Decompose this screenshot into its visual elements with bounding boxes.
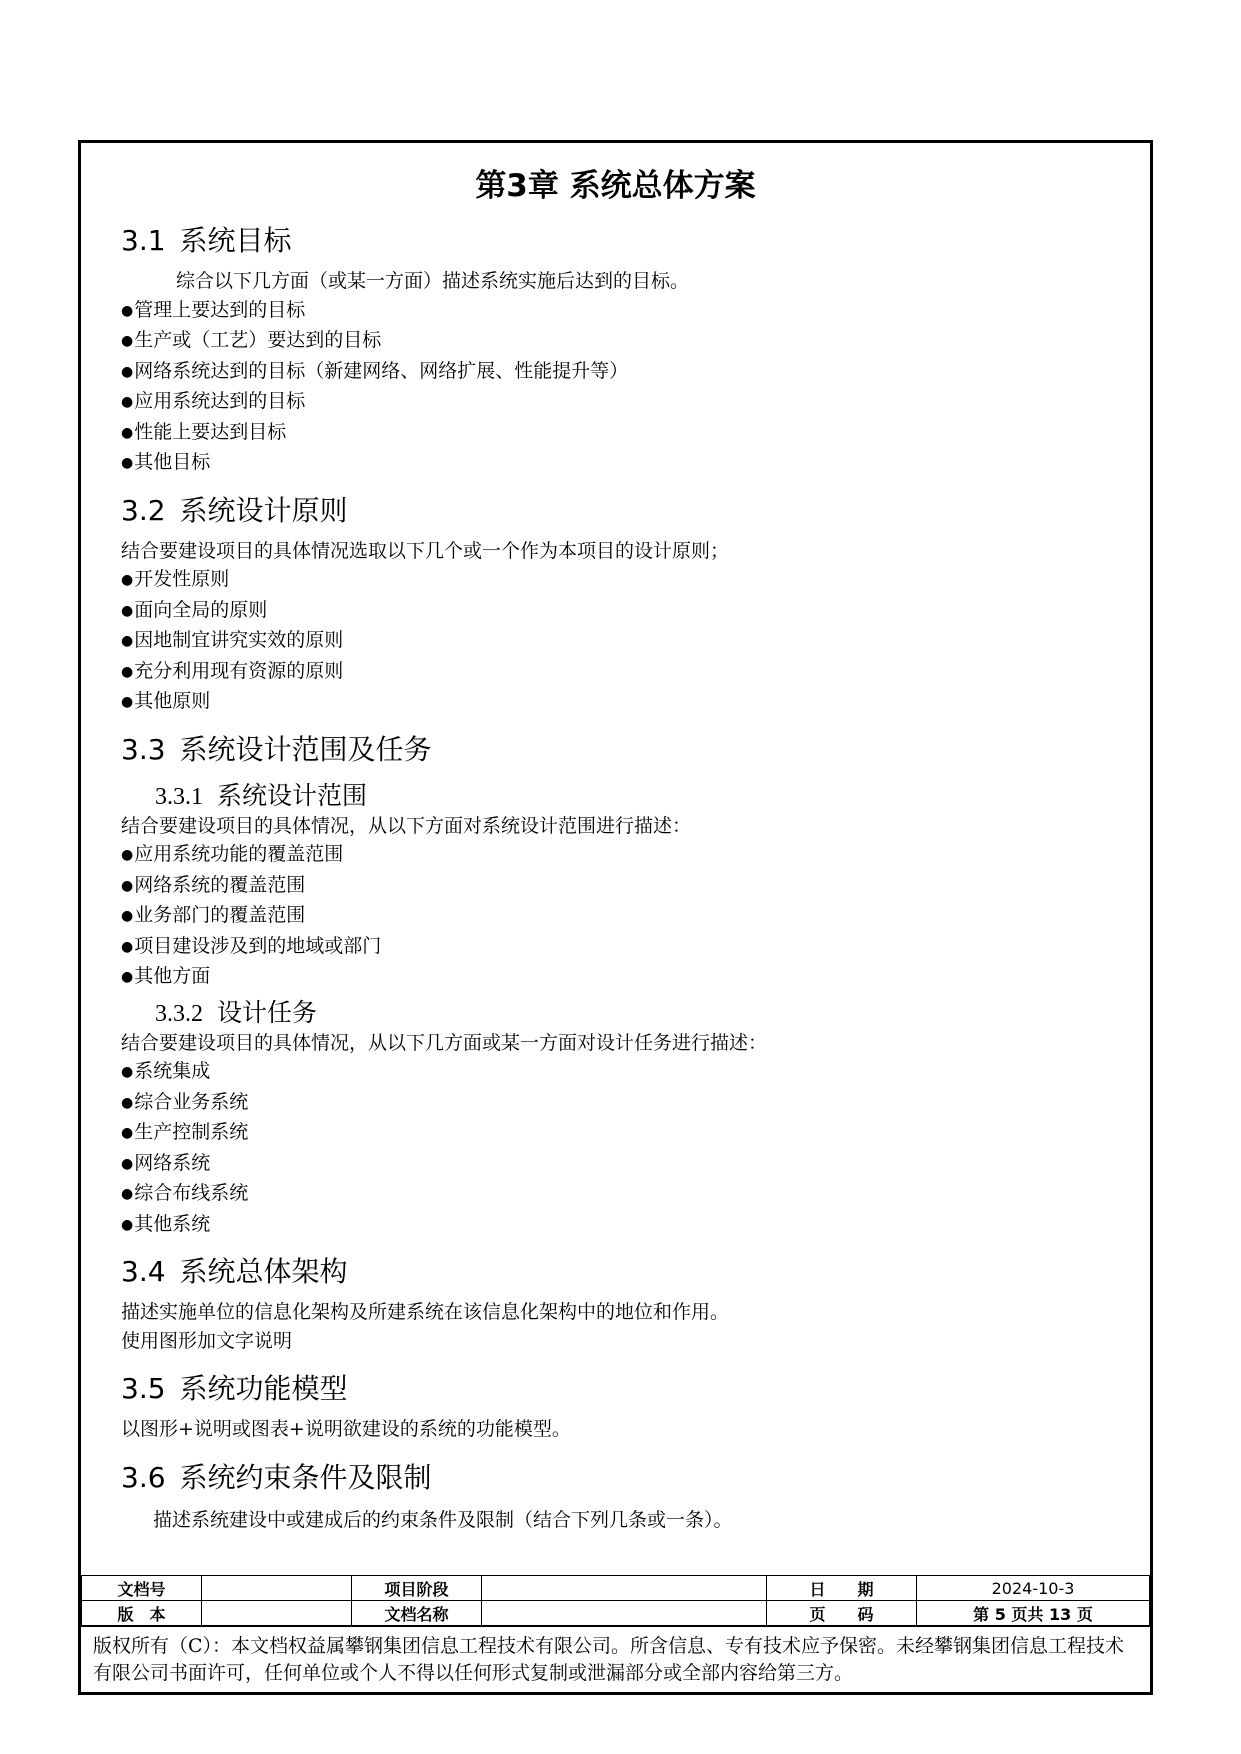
section-3-4 — [121, 1250, 1110, 1355]
section-3-5 — [121, 1367, 1110, 1444]
section-3-3 — [121, 728, 1110, 1241]
list-item: ● 综合业务系统 — [121, 1088, 1110, 1119]
subsection-heading — [121, 993, 1110, 1029]
list-item: ● 生产或（工艺）要达到的目标 — [121, 326, 1110, 357]
paragraph: 描述实施单位的信息化架构及所建系统在该信息化架构中的地位和作用。 — [121, 1301, 730, 1323]
page-content — [121, 163, 1110, 1534]
section-3-6 — [121, 1456, 1110, 1535]
list-item: ● 其他系统 — [121, 1210, 1110, 1241]
list-item: ● 充分利用现有资源的原则 — [121, 657, 1110, 688]
table-row — [82, 1601, 1150, 1626]
page-label: 页 码 — [767, 1601, 917, 1626]
list-item: ● 系统集成 — [121, 1057, 1110, 1088]
date-value: 2024-10-3 — [917, 1576, 1150, 1601]
section-intro: 描述系统建设中或建成后的约束条件及限制（结合下列几条或一条）。 — [153, 1508, 733, 1531]
section-title: 系统功能模型 — [179, 1372, 348, 1405]
stage-label: 项目阶段 — [352, 1576, 482, 1601]
section-title: 系统约束条件及限制 — [179, 1460, 432, 1494]
section-heading — [121, 1250, 1110, 1290]
paragraph: 以图形+说明或图表+说明欲建设的系统的功能模型。 — [121, 1418, 571, 1440]
section-number: 3.6 — [121, 1460, 166, 1494]
subsection-heading — [121, 776, 1110, 812]
section-heading — [121, 1456, 1110, 1496]
list-item: ● 其他目标 — [121, 448, 1110, 479]
section-heading — [121, 489, 1110, 529]
section-intro: 综合以下几方面（或某一方面）描述系统实施后达到的目标。 — [176, 270, 690, 292]
doc-no-label: 文档号 — [82, 1576, 202, 1601]
chapter-title: 第3章 系统总体方案 — [475, 168, 756, 204]
subsection-number: 3.3.1 — [155, 783, 203, 810]
section-number: 3.2 — [121, 493, 166, 527]
bullet-list — [121, 296, 1110, 479]
subsection-intro: 结合要建设项目的具体情况，从以下几方面或某一方面对设计任务进行描述： — [121, 1031, 768, 1054]
stage-value — [482, 1576, 767, 1601]
list-item: ● 网络系统的覆盖范围 — [121, 871, 1110, 902]
version-label: 版 本 — [82, 1601, 202, 1626]
doc-name-value — [482, 1601, 767, 1626]
list-item: ● 其他原则 — [121, 687, 1110, 718]
section-title: 系统总体架构 — [179, 1255, 348, 1288]
list-item: ● 应用系统功能的覆盖范围 — [121, 840, 1110, 871]
list-item: ● 其他方面 — [121, 962, 1110, 993]
list-item: ● 管理上要达到的目标 — [121, 296, 1110, 327]
list-item: ● 应用系统达到的目标 — [121, 387, 1110, 418]
subsection-number: 3.3.2 — [155, 1000, 203, 1027]
section-heading — [121, 728, 1110, 768]
list-item: ● 网络系统达到的目标（新建网络、网络扩展、性能提升等） — [121, 357, 1110, 388]
list-item: ● 开发性原则 — [121, 565, 1110, 596]
doc-name-label: 文档名称 — [352, 1601, 482, 1626]
list-item: ● 网络系统 — [121, 1149, 1110, 1180]
subsection-intro: 结合要建设项目的具体情况，从以下方面对系统设计范围进行描述： — [121, 814, 692, 837]
document-page — [78, 140, 1153, 1695]
list-item: ● 业务部门的覆盖范围 — [121, 901, 1110, 932]
list-item: ● 因地制宜讲究实效的原则 — [121, 626, 1110, 657]
section-intro: 结合要建设项目的具体情况选取以下几个或一个作为本项目的设计原则； — [121, 539, 730, 562]
section-number: 3.4 — [121, 1255, 166, 1288]
bullet-list — [121, 565, 1110, 718]
subsection-title: 设计任务 — [217, 997, 318, 1027]
bullet-list — [121, 1057, 1110, 1240]
section-title: 系统设计原则 — [179, 493, 348, 527]
list-item: ● 性能上要达到目标 — [121, 418, 1110, 449]
date-label: 日 期 — [767, 1576, 917, 1601]
doc-no-value — [202, 1576, 352, 1601]
list-item: ● 生产控制系统 — [121, 1118, 1110, 1149]
section-number: 3.5 — [121, 1372, 166, 1405]
subsection-title: 系统设计范围 — [217, 780, 368, 810]
paragraph: 使用图形加文字说明 — [121, 1329, 293, 1352]
section-number: 3.3 — [121, 732, 166, 766]
table-row — [82, 1576, 1150, 1601]
version-value — [202, 1601, 352, 1626]
document-info-table — [81, 1575, 1150, 1626]
section-number: 3.1 — [121, 224, 166, 257]
section-title: 系统目标 — [179, 224, 292, 257]
list-item: ● 面向全局的原则 — [121, 596, 1110, 627]
bullet-list — [121, 840, 1110, 993]
section-3-1 — [121, 219, 1110, 479]
section-heading — [121, 1367, 1110, 1407]
section-heading — [121, 219, 1110, 259]
list-item: ● 综合布线系统 — [121, 1179, 1110, 1210]
list-item: ● 项目建设涉及到的地域或部门 — [121, 932, 1110, 963]
section-title: 系统设计范围及任务 — [179, 732, 432, 766]
page-value: 第 5 页共 13 页 — [917, 1601, 1150, 1626]
section-3-2 — [121, 489, 1110, 718]
copyright-notice: 版权所有（C）：本文档权益属攀钢集团信息工程技术有限公司。所含信息、专有技术应予保密。未经攀钢集团信息工程技术有限公司书面许可，任何单位或个人不得以任何形式复制或泄漏部分或全部内容给第三方。 — [81, 1626, 1150, 1692]
